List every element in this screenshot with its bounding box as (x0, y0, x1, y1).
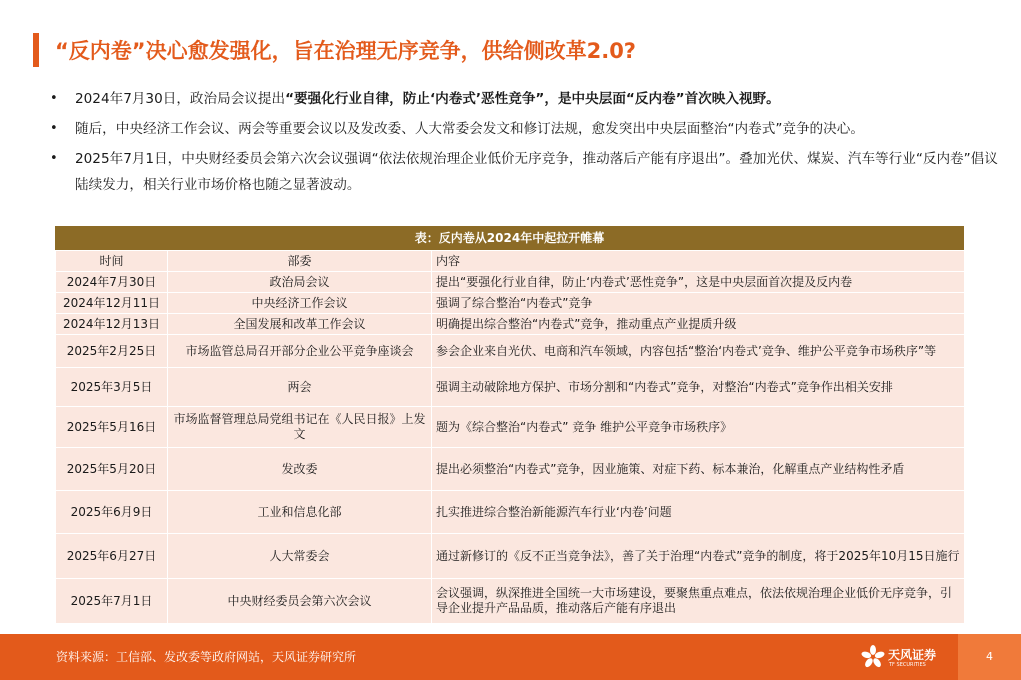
table-row (56, 293, 965, 314)
row-date: 2024年12月13日 (56, 314, 168, 335)
bullet-text: 2025年7月1日，中央财经委员会第六次会议强调“依法依规治理企业低价无序竞争，推动落后产能有序退出”。叠加光伏、煤炭、汽车等行业“反内卷”倡议陆续发力，相关行业市场价格也随之显著波动。 (75, 151, 998, 193)
page-number-box (958, 634, 1021, 680)
row-dept: 中央财经委员会第六次会议 (168, 579, 432, 624)
row-date: 2024年12月11日 (56, 293, 168, 314)
row-date: 2025年3月5日 (56, 368, 168, 407)
row-dept: 工业和信息化部 (168, 491, 432, 534)
row-date: 2025年2月25日 (56, 335, 168, 368)
page-title: “反内卷”决心愈发强化，旨在治理无序竞争，供给侧改革2.0? (55, 39, 636, 63)
header-content: 内容 (432, 251, 965, 272)
row-content: 参会企业来自光伏、电商和汽车领域，内容包括“整治‘内卷式’竞争、维护公平竞争市场秩序”等 (432, 335, 965, 368)
row-content: 提出必须整治“内卷式”竞争，因业施策、对症下药、标本兼治，化解重点产业结构性矛盾 (432, 448, 965, 491)
star-logo-icon (860, 644, 886, 670)
row-content: 扎实推进综合整治新能源汽车行业‘内卷’问题 (432, 491, 965, 534)
table-row (56, 314, 965, 335)
row-date: 2025年5月16日 (56, 407, 168, 448)
bullet-list (50, 86, 998, 198)
bullet-dot-icon: • (50, 91, 58, 106)
table-row (56, 534, 965, 579)
row-date: 2025年6月27日 (56, 534, 168, 579)
header-dept: 部委 (168, 251, 432, 272)
row-dept: 人大常委会 (168, 534, 432, 579)
table-row (56, 335, 965, 368)
row-content: 强调了综合整治“内卷式”竞争 (432, 293, 965, 314)
table-caption: 表：反内卷从2024年中起拉开帷幕 (55, 226, 964, 250)
bullet-text: 2024年7月30日，政治局会议提出 (75, 91, 286, 107)
page-number: 4 (986, 650, 993, 663)
row-dept: 全国发展和改革工作会议 (168, 314, 432, 335)
row-content: 强调主动破除地方保护、市场分割和“内卷式”竞争，对整治“内卷式”竞争作出相关安排 (432, 368, 965, 407)
title-accent-bar (33, 33, 39, 67)
tf-securities-logo (860, 644, 946, 672)
bullet-dot-icon: • (50, 121, 58, 136)
table-header-row (56, 251, 965, 272)
table-row (56, 368, 965, 407)
row-date: 2025年7月1日 (56, 579, 168, 624)
footer-bar (0, 634, 958, 680)
row-content: 会议强调，纵深推进全国统一大市场建设，要聚焦重点难点，依法依规治理企业低价无序竞争，引导企业提升产品品质，推动落后产能有序退出 (432, 579, 965, 624)
table-row (56, 448, 965, 491)
bullet-dot-icon: • (50, 151, 58, 166)
row-date: 2025年6月9日 (56, 491, 168, 534)
row-dept: 发改委 (168, 448, 432, 491)
row-content: 提出“要强化行业自律，防止‘内卷式’恶性竞争”，这是中央层面首次提及反内卷 (432, 272, 965, 293)
bullet-item (50, 86, 998, 112)
row-date: 2025年5月20日 (56, 448, 168, 491)
row-dept: 中央经济工作会议 (168, 293, 432, 314)
bullet-text: 随后，中央经济工作会议、两会等重要会议以及发改委、人大常委会发文和修订法规，愈发突出中央层面整治“内卷式”竞争的决心。 (75, 121, 864, 137)
row-dept: 政治局会议 (168, 272, 432, 293)
row-dept: 市场监督管理总局党组书记在《人民日报》上发文 (168, 407, 432, 448)
bullet-item (50, 146, 998, 198)
row-content: 通过新修订的《反不正当竞争法》，善了关于治理“内卷式”竞争的制度，将于2025年10月15日施行 (432, 534, 965, 579)
row-content: 题为《综合整治“内卷式” 竞争 维护公平竞争市场秩序》 (432, 407, 965, 448)
table-row (56, 272, 965, 293)
logo-text: 天风证券 (888, 648, 937, 662)
table-row (56, 491, 965, 534)
row-dept: 市场监管总局召开部分企业公平竞争座谈会 (168, 335, 432, 368)
timeline-table (55, 226, 964, 624)
source-note: 资料来源：工信部、发改委等政府网站，天风证券研究所 (56, 650, 357, 664)
row-date: 2024年7月30日 (56, 272, 168, 293)
table-body (55, 250, 965, 624)
row-content: 明确提出综合整治“内卷式”竞争，推动重点产业提质升级 (432, 314, 965, 335)
logo-subtext: TF SECURITIES (889, 662, 926, 668)
table-row (56, 579, 965, 624)
bullet-item (50, 116, 998, 142)
row-dept: 两会 (168, 368, 432, 407)
bullet-strong-text: “要强化行业自律，防止‘内卷式’恶性竞争”，是中央层面“反内卷”首次映入视野。 (285, 91, 780, 107)
header-date: 时间 (56, 251, 168, 272)
table-row (56, 407, 965, 448)
